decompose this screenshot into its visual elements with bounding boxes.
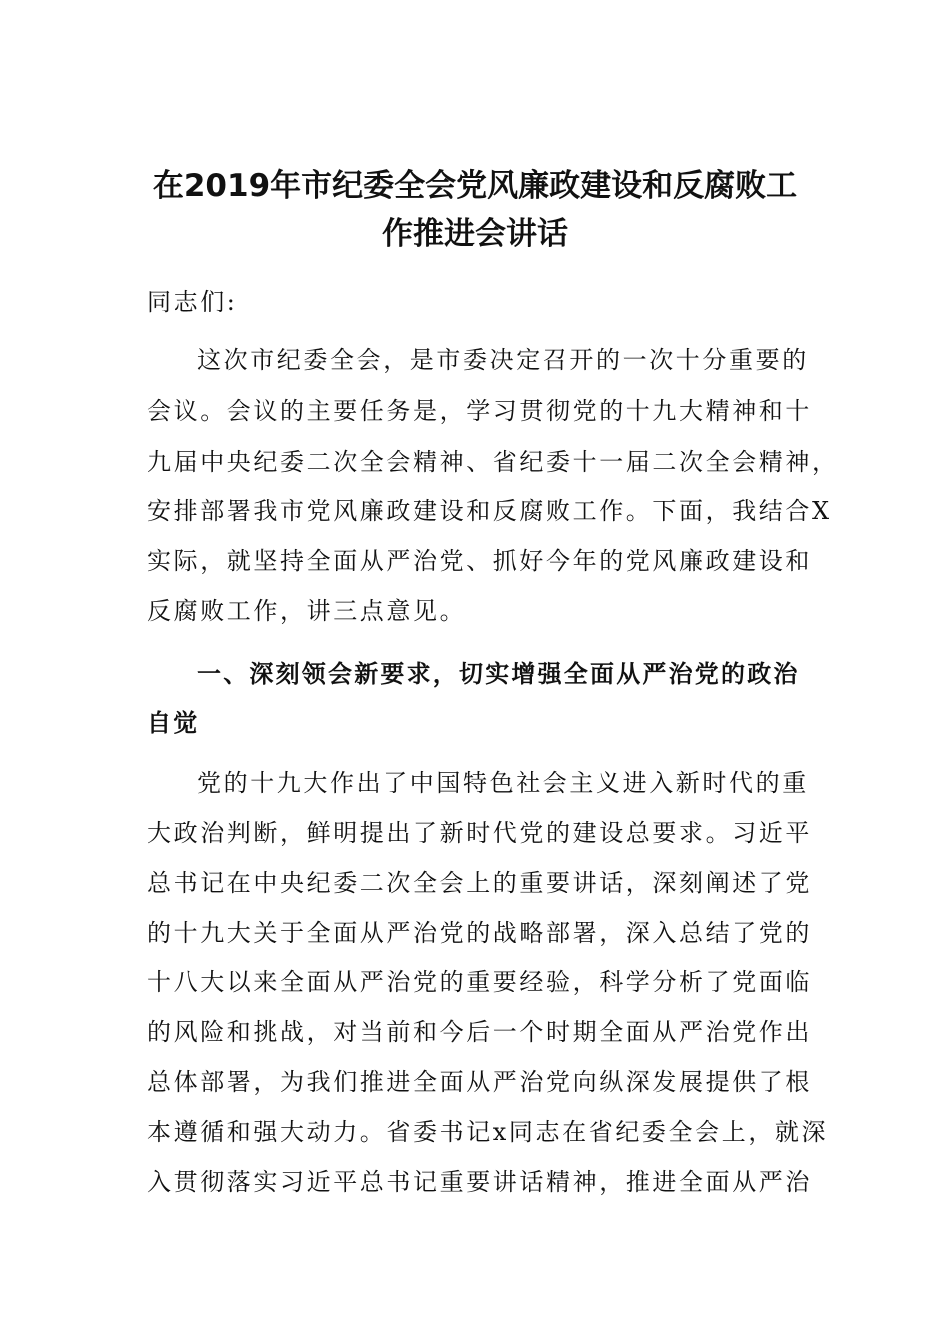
section-heading: 自觉: [147, 709, 200, 737]
paragraph-line: 的风险和挑战，对当前和今后一个时期全面从严治党作出: [147, 1018, 812, 1046]
paragraph-line: 九届中央纪委二次全会精神、省纪委十一届二次全会精神，: [147, 448, 839, 476]
paragraph-line: 这次市纪委全会，是市委决定召开的一次十分重要的: [197, 346, 809, 374]
paragraph-line: 会议。会议的主要任务是，学习贯彻党的十九大精神和十: [147, 397, 812, 425]
title-line-1: 在2019年市纪委全会党风廉政建设和反腐败工: [152, 168, 798, 204]
paragraph-line: 安排部署我市党风廉政建设和反腐败工作。下面，我结合X: [147, 497, 832, 525]
paragraph-line: 的十九大关于全面从严治党的战略部署，深入总结了党的: [147, 919, 812, 947]
title-line-2: 作推进会讲话: [382, 216, 568, 252]
section-heading: 一、深刻领会新要求，切实增强全面从严治党的政治: [197, 660, 800, 688]
document-title: [140, 162, 810, 258]
paragraph-line: 总书记在中央纪委二次全会上的重要讲话，深刻阐述了党: [147, 869, 812, 897]
paragraph-line: 十八大以来全面从严治党的重要经验，科学分析了党面临: [147, 968, 812, 996]
paragraph-line: 大政治判断，鲜明提出了新时代党的建设总要求。习近平: [147, 819, 812, 847]
paragraph-line: 入贯彻落实习近平总书记重要讲话精神，推进全面从严治: [147, 1168, 812, 1196]
paragraph-line: 实际，就坚持全面从严治党、抓好今年的党风廉政建设和: [147, 547, 812, 575]
paragraph-line: 反腐败工作，讲三点意见。: [147, 597, 467, 625]
paragraph-line: 党的十九大作出了中国特色社会主义进入新时代的重: [197, 769, 809, 797]
paragraph-line: 总体部署，为我们推进全面从严治党向纵深发展提供了根: [147, 1068, 812, 1096]
paragraph-line: 本遵循和强大动力。省委书记x同志在省纪委全会上，就深: [147, 1118, 829, 1146]
salutation: 同志们:: [147, 288, 238, 316]
